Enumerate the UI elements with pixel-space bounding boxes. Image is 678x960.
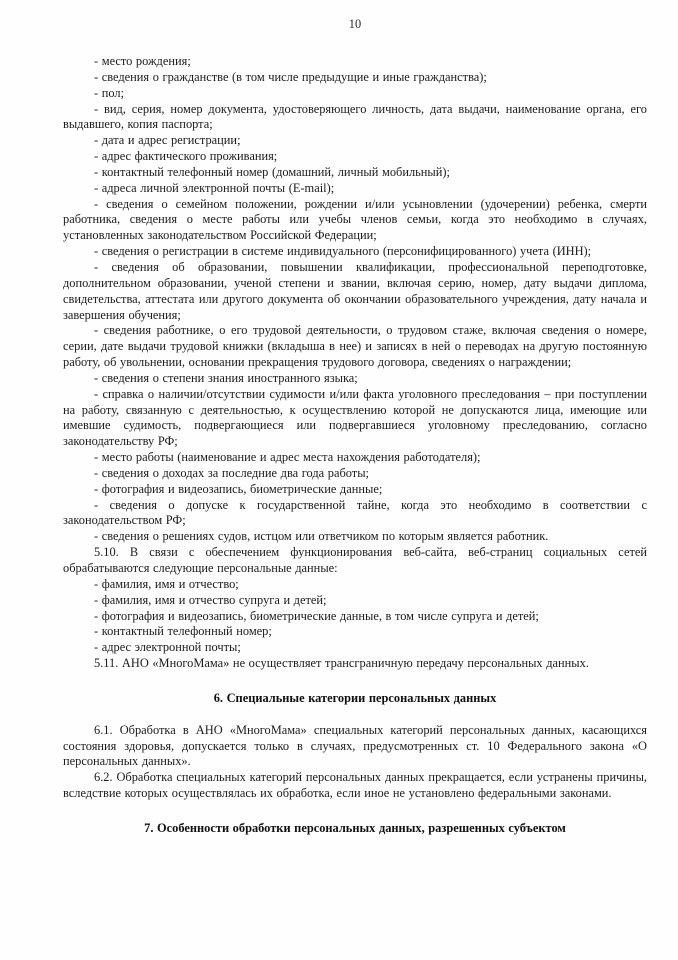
list-item: - адрес фактического проживания; [94, 149, 278, 164]
list-item: - сведения о степени знания иностранного языка; [94, 370, 358, 385]
list-item: - сведения о регистрации в системе индивидуального (персонифицированного) учета (ИНН); [94, 244, 592, 259]
list-item: - пол; [94, 85, 125, 100]
list-item: - сведения о допуске к государственной тайне, когда это необходимо в соответствии с законодательством РФ; [63, 497, 647, 528]
paragraph-6-1: 6.1. Обработка в АНО «МногоМама» специальных категорий персональных данных, касающихся состояния здоровья, допускается только в случаях, предусмотренных ст. 10 Федерального закона «О персональных данных». [63, 722, 647, 769]
list-item: - адрес электронной почты; [94, 640, 241, 655]
list-item: - сведения работнике, о его трудовой деятельности, о трудовом стаже, включая сведения о номере, серии, дате выдачи трудовой книжки (вкладыша в нее) и записях в ней о переводах на другую постоянную работу, об увольнении, основании прекращения трудового договора, сведениях о награждении; [63, 323, 647, 370]
list-item: - справка о наличии/отсутствии судимости и/или факта уголовного преследования – при поступлении на работу, связанную с деятельностью, к осуществлению которой не допускаются лица, имеющие или имевшие судимость, подвергающиеся или подвергавшиеся уголовному преследованию, согласно законодательству РФ; [63, 386, 647, 449]
list-item: - фамилия, имя и отчество супруга и детей; [94, 592, 327, 607]
list-item: - фамилия, имя и отчество; [94, 576, 239, 591]
list-item: - сведения о семейном положении, рождении и/или усыновлении (удочерении) ребенка, смерти работника, сведения о месте работы или учебы членов семьи, когда это необходимо в случаях, установленных законодательством Российской Федерации; [63, 196, 647, 243]
list-item: - место рождения; [94, 54, 191, 68]
paragraph-5-10: 5.10. В связи с обеспечением функционирования веб-сайта, веб-страниц социальных сетей обрабатываются следующие персональные данные: [63, 545, 647, 575]
paragraph-6-2: 6.2. Обработка специальных категорий персональных данных прекращается, если устранены причины, вследствие которых осуществлялась их обработка, если иное не установлено федеральными законами. [63, 770, 647, 801]
document-content [63, 17, 647, 853]
list-item: - сведения о доходах за последние два года работы; [94, 465, 369, 480]
page-number: 10 [348, 17, 362, 31]
paragraph-5-11: 5.11. АНО «МногоМама» не осуществляет трансграничную передачу персональных данных. [94, 656, 589, 671]
list-item: - место работы (наименование и адрес места нахождения работодателя); [94, 450, 481, 465]
list-item: - сведения о гражданстве (в том числе предыдущие и иные гражданства); [94, 69, 487, 84]
list-item: - фотография и видеозапись, биометрические данные; [94, 481, 383, 496]
section-7-heading: 7. Особенности обработки персональных данных, разрешенных субъектом [144, 820, 566, 835]
list-item: - сведения об образовании, повышении квалификации, профессиональной переподготовке, дополнительном образовании, ученой степени и звании, включая серию, номер, дату выдачи диплома, свидетельства, аттестата или другого документа об окончании образовательного учреждения, дату начала и завершения обучения; [63, 259, 647, 322]
list-item: - фотография и видеозапись, биометрические данные, в том числе супруга и детей; [94, 608, 539, 623]
list-item: - контактный телефонный номер (домашний, личный мобильный); [94, 164, 450, 179]
section-6-heading: 6. Специальные категории персональных данных [213, 690, 497, 705]
list-item: - дата и адрес регистрации; [94, 133, 241, 148]
list-item: - адреса личной электронной почты (E-mail); [94, 180, 335, 195]
list-item: - сведения о решениях судов, истцом или ответчиком по которым является работник. [94, 529, 549, 544]
list-item: - контактный телефонный номер; [94, 624, 272, 639]
list-item: - вид, серия, номер документа, удостоверяющего личность, дата выдачи, наименование органа, его выдавшего, копия паспорта; [63, 101, 647, 132]
